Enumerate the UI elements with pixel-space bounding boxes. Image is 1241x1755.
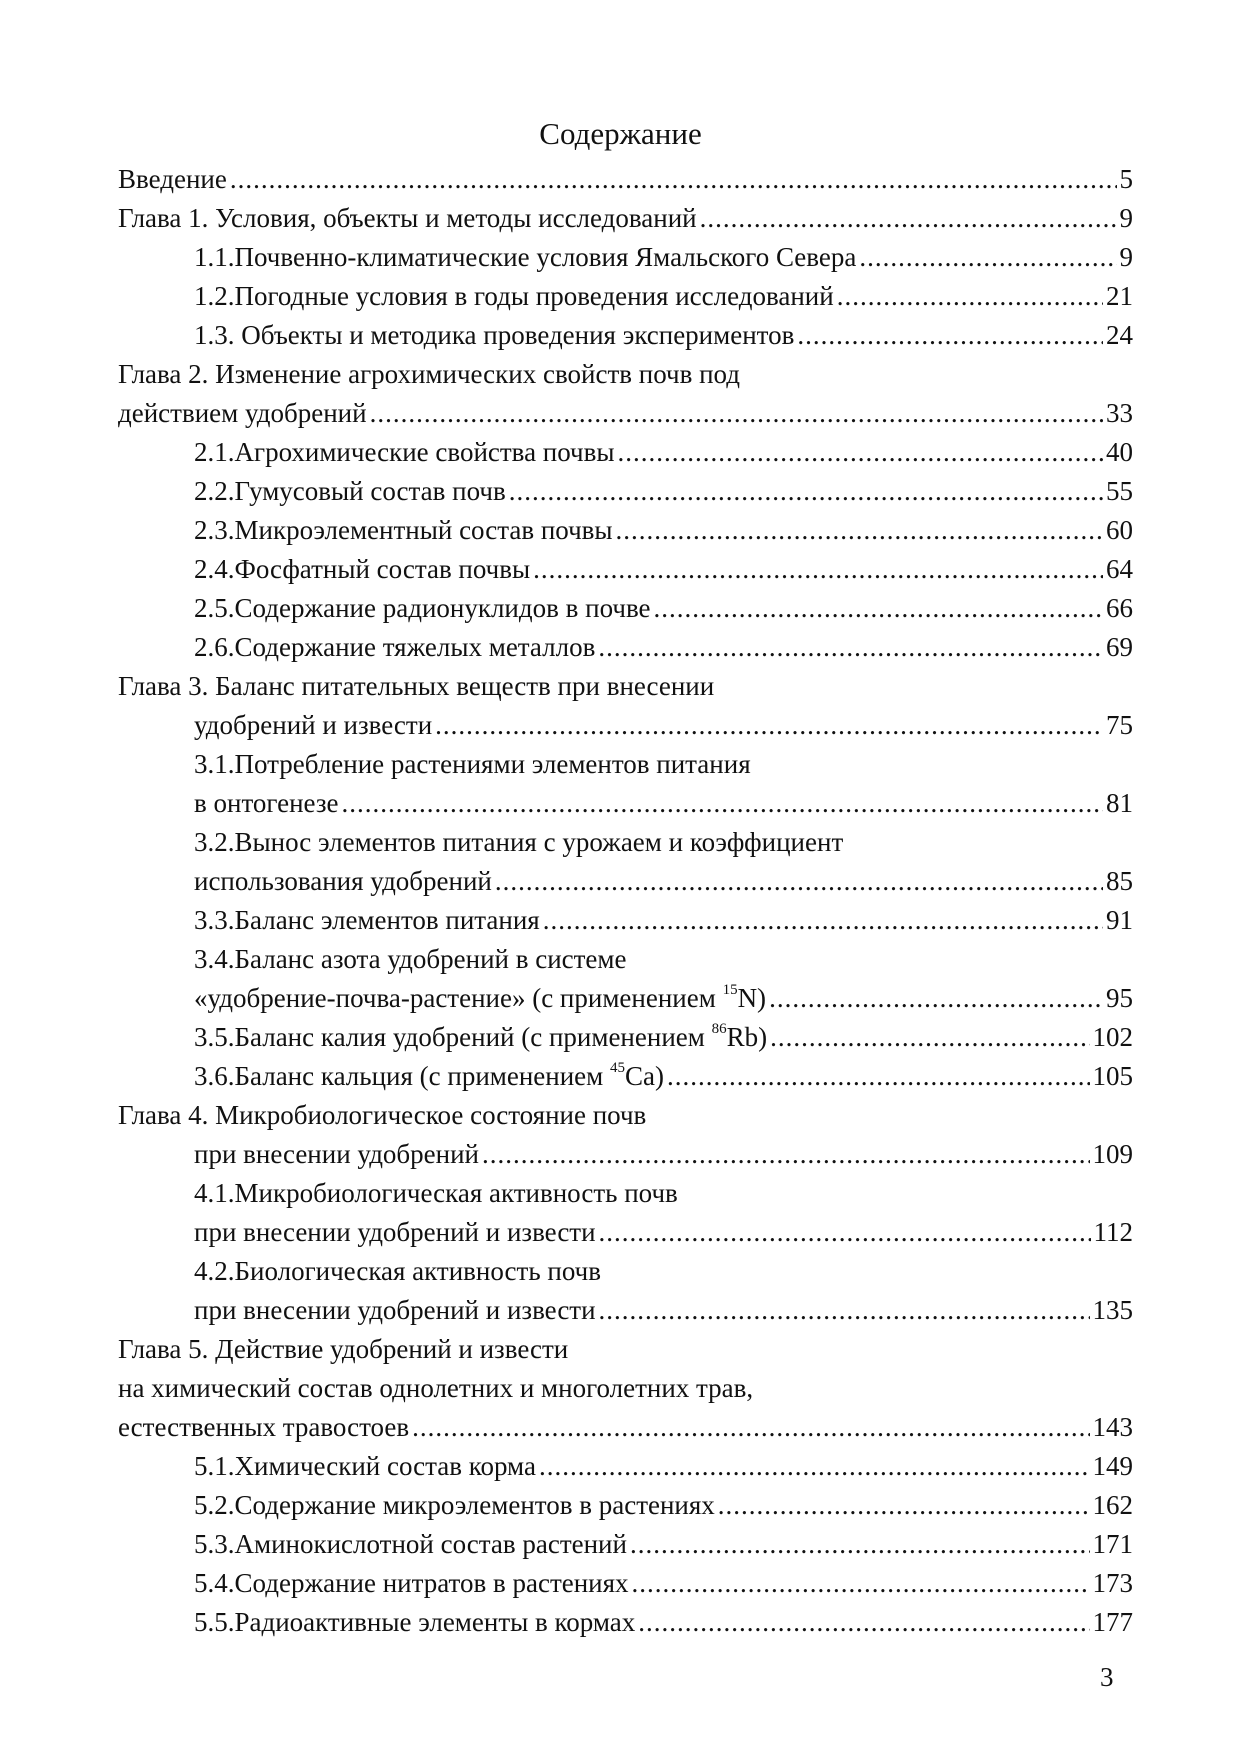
toc-entry-text bbox=[194, 1018, 767, 1057]
toc-entry[interactable] bbox=[118, 1486, 1133, 1525]
toc-entry[interactable] bbox=[118, 1447, 1133, 1486]
toc-entry-text: 1.2.Погодные условия в годы проведения исследований bbox=[194, 281, 834, 311]
dot-leader bbox=[370, 394, 1103, 433]
toc-entry[interactable] bbox=[118, 550, 1133, 589]
dot-leader bbox=[718, 1486, 1090, 1525]
toc-page-number: 85 bbox=[1106, 866, 1133, 896]
toc-page-number: 105 bbox=[1092, 1061, 1133, 1091]
toc-entry-text: удобрений и извести bbox=[194, 710, 433, 740]
toc-page-number: 60 bbox=[1106, 515, 1133, 545]
toc-page-number: 173 bbox=[1092, 1568, 1133, 1598]
toc-entry[interactable] bbox=[118, 472, 1133, 511]
toc-entry-text: 5.4.Содержание нитратов в растениях bbox=[194, 1568, 629, 1598]
toc-entry[interactable] bbox=[118, 199, 1133, 238]
dot-leader bbox=[509, 472, 1103, 511]
toc-page-number: 9 bbox=[1119, 203, 1133, 233]
dot-leader bbox=[654, 589, 1103, 628]
toc-entry-text: 2.6.Содержание тяжелых металлов bbox=[194, 632, 596, 662]
toc-page-number: 177 bbox=[1092, 1607, 1133, 1637]
toc-entry[interactable] bbox=[118, 1408, 1133, 1447]
toc-entry-first-line[interactable] bbox=[118, 1330, 1133, 1369]
toc-page-number: 9 bbox=[1119, 242, 1133, 272]
toc-entry-text: 5.3.Аминокислотной состав растений bbox=[194, 1529, 627, 1559]
toc-entry-text: 3.4.Баланс азота удобрений в системе bbox=[194, 944, 627, 974]
dot-leader bbox=[630, 1525, 1090, 1564]
isotope-symbol: Ca) bbox=[625, 1061, 664, 1091]
toc-entry[interactable] bbox=[118, 511, 1133, 550]
dot-leader bbox=[230, 160, 1117, 199]
table-of-contents bbox=[118, 160, 1133, 1642]
toc-entry[interactable] bbox=[118, 1018, 1133, 1057]
toc-entry-first-line[interactable] bbox=[118, 823, 1133, 862]
toc-page-number: 69 bbox=[1106, 632, 1133, 662]
toc-entry-text: использования удобрений bbox=[194, 866, 492, 896]
isotope-symbol: N) bbox=[737, 983, 767, 1013]
toc-entry-text: при внесении удобрений bbox=[194, 1139, 480, 1169]
toc-entry-text: 5.2.Содержание микроэлементов в растениях bbox=[194, 1490, 715, 1520]
toc-entry-first-line[interactable] bbox=[118, 355, 1133, 394]
toc-entry-text: на химический состав однолетних и многолетних трав, bbox=[118, 1373, 754, 1403]
toc-page-number: 21 bbox=[1106, 281, 1133, 311]
toc-page-number: 162 bbox=[1092, 1490, 1133, 1520]
dot-leader bbox=[412, 1408, 1089, 1447]
dot-leader bbox=[616, 511, 1103, 550]
toc-entry-text: Глава 1. Условия, объекты и методы исследований bbox=[118, 203, 697, 233]
toc-entry-text: 3.2.Вынос элементов питания с урожаем и коэффициент bbox=[194, 827, 844, 857]
dot-leader bbox=[435, 706, 1103, 745]
toc-entry-text bbox=[194, 979, 766, 1018]
toc-page-number: 64 bbox=[1106, 554, 1133, 584]
toc-entry-text: 4.2.Биологическая активность почв bbox=[194, 1256, 601, 1286]
toc-entry-text bbox=[194, 1057, 664, 1096]
toc-entry-text: 2.5.Содержание радионуклидов в почве bbox=[194, 593, 651, 623]
toc-entry[interactable] bbox=[118, 706, 1133, 745]
dot-leader bbox=[599, 1291, 1090, 1330]
dot-leader bbox=[638, 1603, 1089, 1642]
toc-entry-text: 5.5.Радиоактивные элементы в кормах bbox=[194, 1607, 636, 1637]
toc-entry-text: Глава 2. Изменение агрохимических свойств почв под bbox=[118, 359, 741, 389]
toc-page-number: 40 bbox=[1106, 437, 1133, 467]
dot-leader bbox=[797, 316, 1103, 355]
toc-page-number: 66 bbox=[1106, 593, 1133, 623]
dot-leader bbox=[533, 550, 1103, 589]
toc-entry-first-line[interactable] bbox=[118, 1096, 1133, 1135]
toc-entry-text: 5.1.Химический состав корма bbox=[194, 1451, 536, 1481]
toc-entry[interactable] bbox=[118, 979, 1133, 1018]
isotope-mass-number: 15 bbox=[722, 982, 738, 998]
dot-leader bbox=[482, 1135, 1089, 1174]
toc-entry-text: в онтогенезе bbox=[194, 788, 339, 818]
dot-leader bbox=[495, 862, 1103, 901]
isotope-mass-number: 86 bbox=[711, 1021, 727, 1037]
toc-entry-text: 3.3.Баланс элементов питания bbox=[194, 905, 540, 935]
toc-entry-text: Глава 5. Действие удобрений и извести bbox=[118, 1334, 569, 1364]
dot-leader bbox=[632, 1564, 1090, 1603]
toc-entry-text: естественных травостоев bbox=[118, 1412, 410, 1442]
toc-page-number: 109 bbox=[1092, 1139, 1133, 1169]
dot-leader bbox=[598, 628, 1103, 667]
toc-entry-text: 2.2.Гумусовый состав почв bbox=[194, 476, 506, 506]
toc-entry[interactable] bbox=[118, 589, 1133, 628]
toc-page-number: 33 bbox=[1106, 398, 1133, 428]
toc-page-number: 55 bbox=[1106, 476, 1133, 506]
page-number: 3 bbox=[1100, 1662, 1114, 1692]
toc-entry[interactable] bbox=[118, 277, 1133, 316]
toc-page-number: 75 bbox=[1106, 710, 1133, 740]
toc-entry[interactable] bbox=[118, 160, 1133, 199]
toc-entry[interactable] bbox=[118, 1057, 1133, 1096]
toc-entry[interactable] bbox=[118, 238, 1133, 277]
toc-entry-first-line[interactable] bbox=[118, 940, 1133, 979]
toc-entry-text: 4.1.Микробиологическая активность почв bbox=[194, 1178, 678, 1208]
toc-page-number: 102 bbox=[1092, 1022, 1133, 1052]
dot-leader bbox=[618, 433, 1103, 472]
toc-entry-text: действием удобрений bbox=[118, 398, 367, 428]
toc-entry-text: 2.4.Фосфатный состав почвы bbox=[194, 554, 531, 584]
toc-entry-first-line[interactable] bbox=[118, 745, 1133, 784]
dot-leader bbox=[769, 979, 1103, 1018]
toc-entry[interactable] bbox=[118, 1525, 1133, 1564]
toc-entry[interactable] bbox=[118, 1213, 1133, 1252]
dot-leader bbox=[859, 238, 1116, 277]
dot-leader bbox=[667, 1057, 1090, 1096]
isotope-mass-number: 45 bbox=[610, 1060, 625, 1076]
toc-entry-text: Глава 3. Баланс питательных веществ при внесении bbox=[118, 671, 715, 701]
toc-entry-first-line[interactable] bbox=[118, 667, 1133, 706]
toc-entry-text-part: 3.5.Баланс калия удобрений (с применением bbox=[194, 1022, 712, 1052]
dot-leader bbox=[599, 1213, 1091, 1252]
toc-entry-text: 1.3. Объекты и методика проведения экспериментов bbox=[194, 320, 795, 350]
toc-entry-middle-line[interactable] bbox=[118, 1369, 1133, 1408]
toc-entry-text-part: «удобрение-почва-растение» (с применением bbox=[194, 983, 723, 1013]
toc-entry-text: Введение bbox=[118, 164, 227, 194]
toc-page-number: 135 bbox=[1092, 1295, 1133, 1325]
toc-entry-text: при внесении удобрений и извести bbox=[194, 1217, 596, 1247]
toc-entry[interactable] bbox=[118, 901, 1133, 940]
toc-page-number: 149 bbox=[1092, 1451, 1133, 1481]
toc-page-number: 5 bbox=[1119, 164, 1133, 194]
isotope-symbol: Rb) bbox=[726, 1022, 768, 1052]
page-title: Содержание bbox=[539, 116, 702, 151]
toc-entry[interactable] bbox=[118, 628, 1133, 667]
toc-entry[interactable] bbox=[118, 1564, 1133, 1603]
dot-leader bbox=[543, 901, 1103, 940]
dot-leader bbox=[700, 199, 1117, 238]
toc-entry-text: 1.1.Почвенно-климатические условия Ямальского Севера bbox=[194, 242, 857, 272]
toc-entry[interactable] bbox=[118, 862, 1133, 901]
toc-entry[interactable] bbox=[118, 1291, 1133, 1330]
toc-entry[interactable] bbox=[118, 1135, 1133, 1174]
toc-entry-text: при внесении удобрений и извести bbox=[194, 1295, 596, 1325]
toc-entry-text-part: 3.6.Баланс кальция (с применением bbox=[194, 1061, 610, 1091]
toc-entry[interactable] bbox=[118, 316, 1133, 355]
toc-entry-text: 2.3.Микроэлементный состав почвы bbox=[194, 515, 613, 545]
toc-entry-text: 3.1.Потребление растениями элементов питания bbox=[194, 749, 751, 779]
toc-entry[interactable] bbox=[118, 394, 1133, 433]
dot-leader bbox=[539, 1447, 1090, 1486]
dot-leader bbox=[837, 277, 1103, 316]
toc-entry[interactable] bbox=[118, 433, 1133, 472]
toc-page-number: 95 bbox=[1106, 983, 1133, 1013]
toc-entry[interactable] bbox=[118, 784, 1133, 823]
toc-entry-first-line[interactable] bbox=[118, 1174, 1133, 1213]
toc-entry[interactable] bbox=[118, 1603, 1133, 1642]
dot-leader bbox=[342, 784, 1103, 823]
toc-page-number: 24 bbox=[1106, 320, 1133, 350]
toc-entry-first-line[interactable] bbox=[118, 1252, 1133, 1291]
dot-leader bbox=[770, 1018, 1089, 1057]
toc-page-number: 143 bbox=[1092, 1412, 1133, 1442]
toc-entry-text: 2.1.Агрохимические свойства почвы bbox=[194, 437, 615, 467]
toc-page-number: 171 bbox=[1092, 1529, 1133, 1559]
toc-page-number: 91 bbox=[1106, 905, 1133, 935]
toc-entry-text: Глава 4. Микробиологическое состояние почв bbox=[118, 1100, 647, 1130]
toc-page-number: 81 bbox=[1106, 788, 1133, 818]
toc-page-number: 112 bbox=[1093, 1217, 1133, 1247]
